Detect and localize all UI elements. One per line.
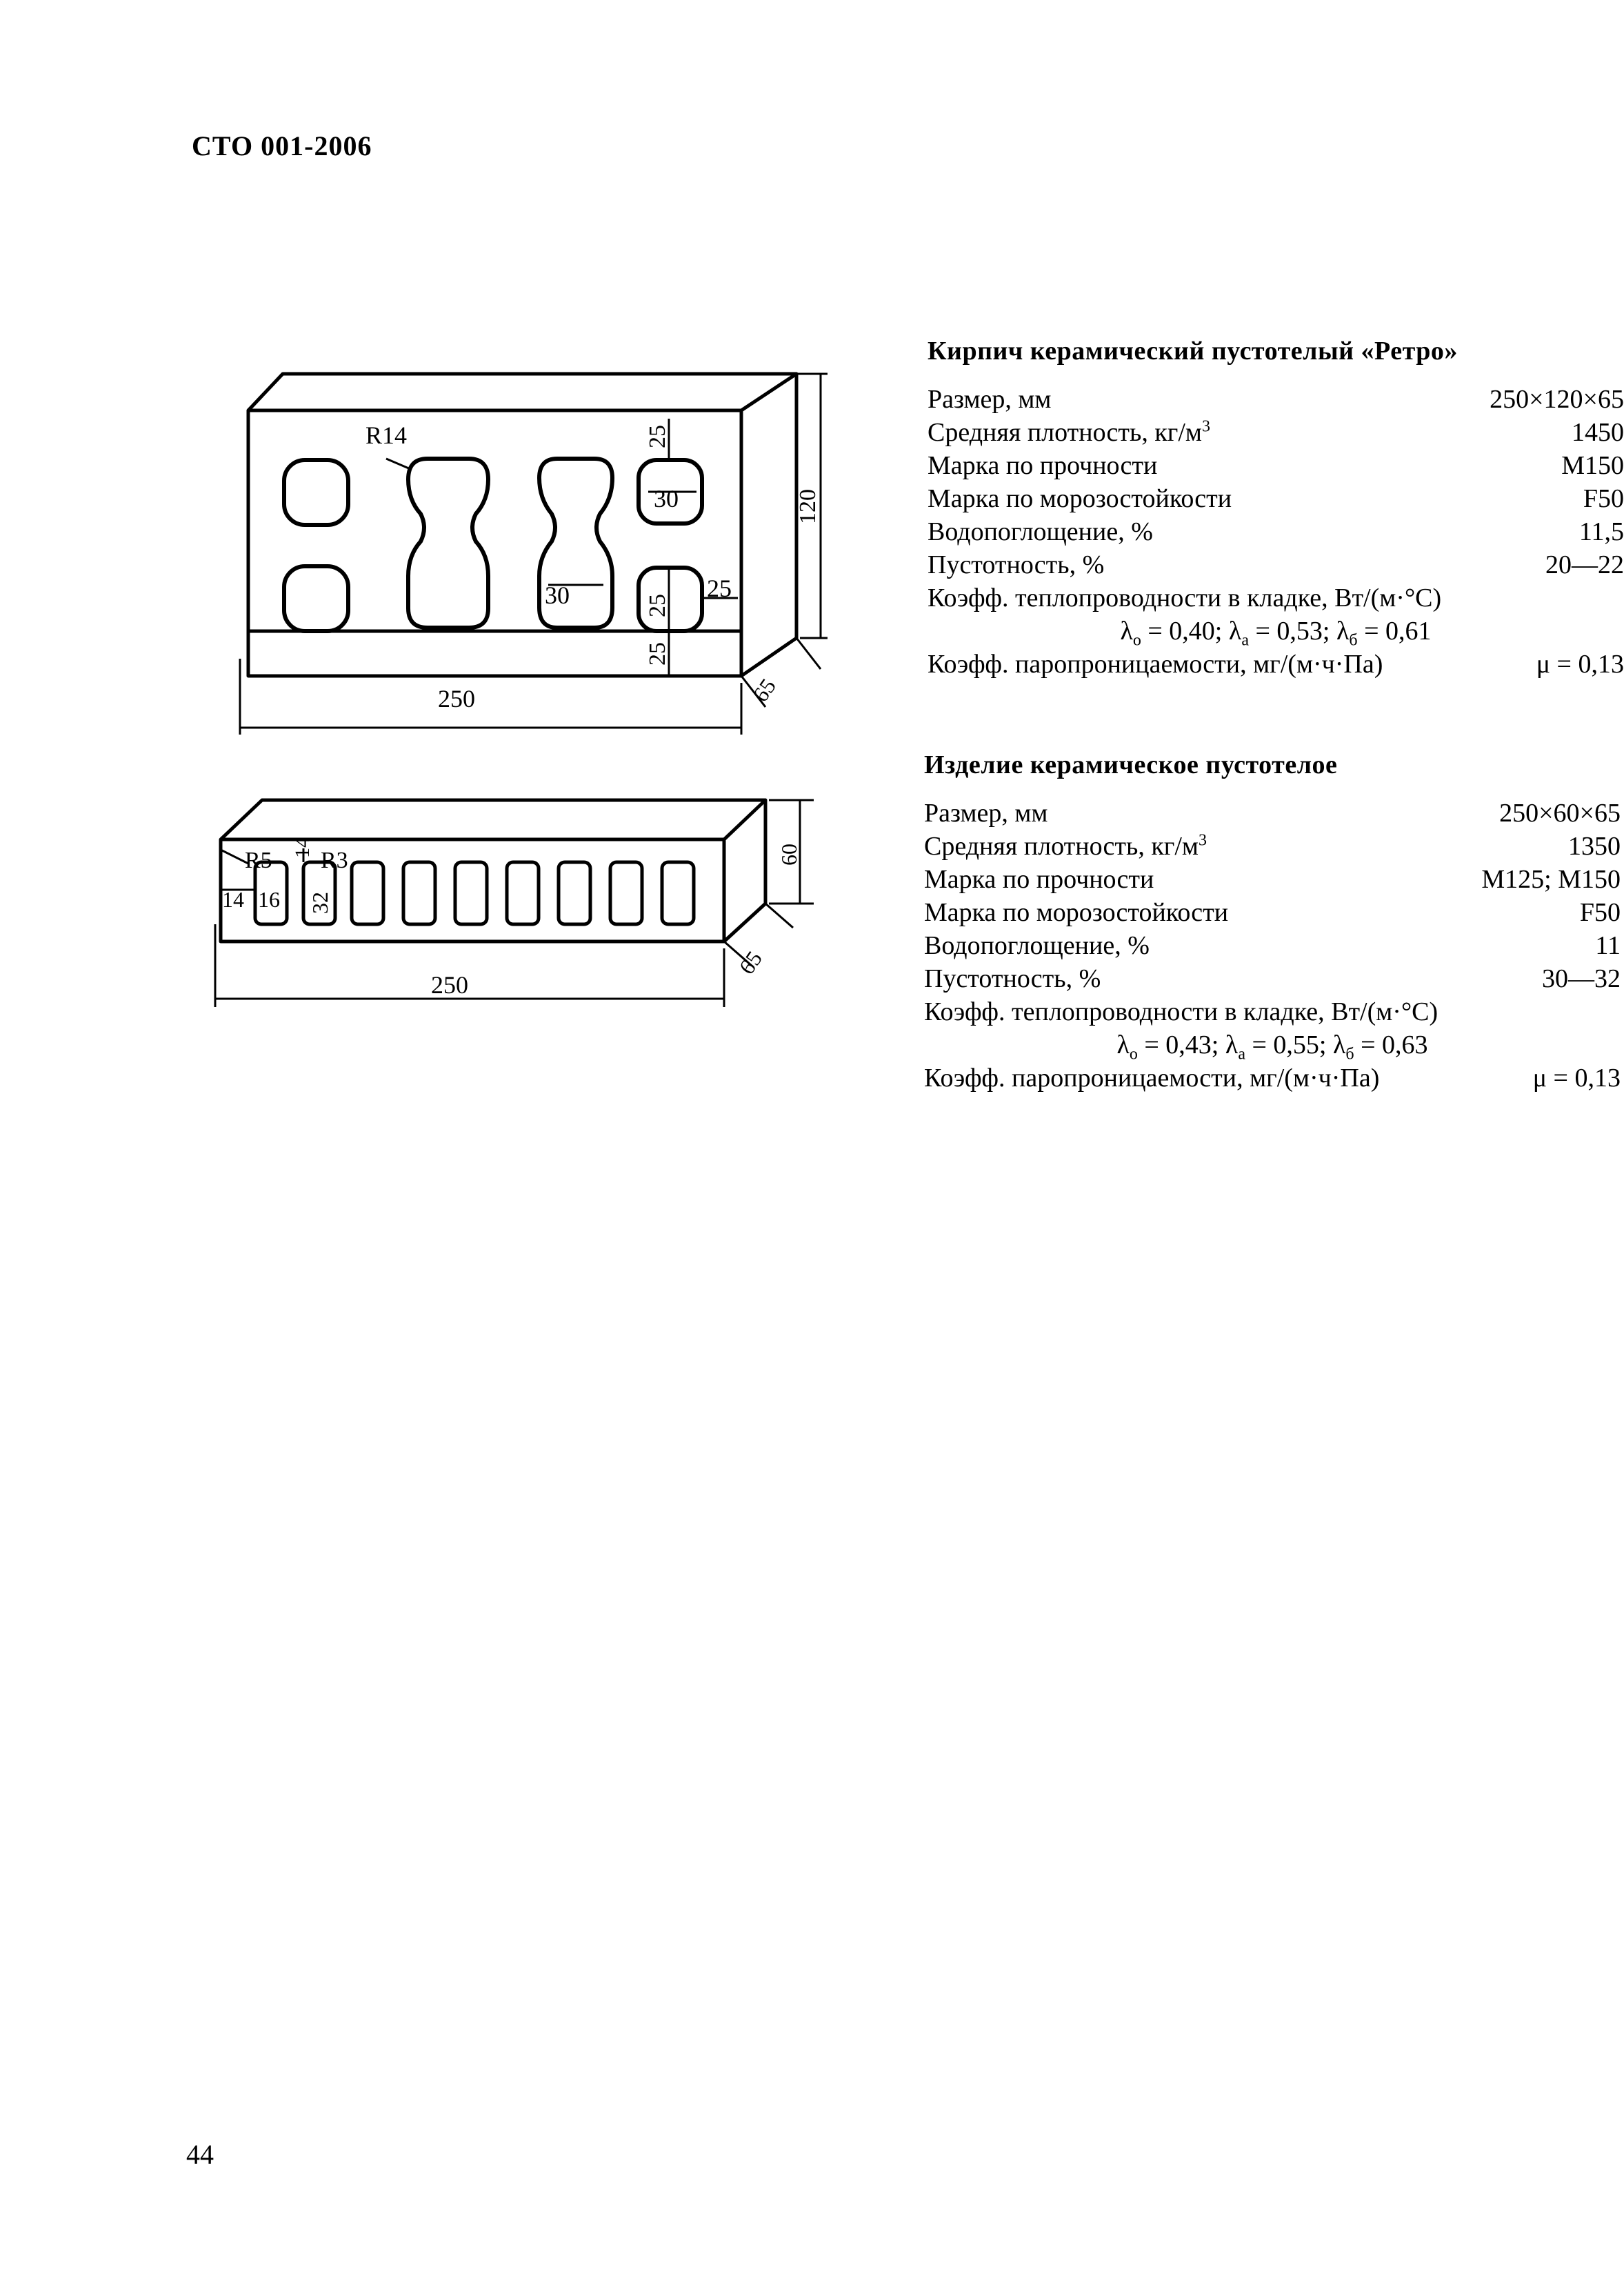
dim-depth-65: 65: [748, 674, 781, 707]
lambda-values: $\lambda_о = 0,43$; $\lambda_а = 0,55$; $\lambda_б = 0,63$: [1116, 1030, 1428, 1064]
spec-row: Марка по морозостойкости F50: [924, 898, 1621, 927]
vapor-row: Коэфф. паропроницаемости, мг/(м·ч·Па) μ = 0,13: [924, 1064, 1621, 1093]
spec-row: Размер, мм 250×60×65: [924, 799, 1621, 828]
document-code: СТО 001-2006: [192, 130, 372, 161]
dim-side-25: 25: [707, 575, 732, 602]
spec-retro: [928, 335, 1624, 681]
spec-row: Водопоглощение, % 11: [924, 931, 1621, 960]
dim-length-250: 250: [438, 685, 475, 712]
spec-row: Марка по прочности М150: [928, 451, 1624, 480]
spec-title: Изделие керамическое пустотелое: [924, 750, 1338, 779]
spec-hollow-product: [924, 748, 1621, 1095]
thermal-label: Коэфф. теплопроводности в кладке, Вт/(м·°С): [928, 584, 1442, 612]
dim-left-14: 14: [222, 887, 244, 912]
hollow-product-drawing: [207, 786, 828, 1014]
page-number: 44: [186, 2139, 214, 2170]
spec-title: Кирпич керамический пустотелый «Ретро»: [928, 337, 1458, 366]
spec-row: Марка по морозостойкости F50: [928, 484, 1624, 513]
brick-retro-drawing: [228, 362, 834, 748]
dim-depth-65: 65: [734, 946, 768, 979]
dim-height-60: 60: [776, 844, 801, 866]
spec-row: Размер, мм 250×120×65: [928, 385, 1624, 414]
spec-row: Средняя плотность, $кг/м^3$ 1350: [924, 831, 1621, 861]
spec-row: Марка по прочности М125; М150: [924, 865, 1621, 894]
dim-radius-r5: R5: [245, 848, 272, 873]
dim-radius-r14: R14: [365, 421, 408, 449]
dim-height-120: 120: [795, 489, 821, 524]
dim-radius-r3: R3: [321, 848, 348, 873]
dim-length-250: 250: [431, 971, 468, 999]
dim-void-height-25: 25: [645, 594, 670, 617]
dim-bottom-25: 25: [645, 642, 670, 666]
dim-void-height-32: 32: [308, 892, 332, 914]
spec-row: Пустотность, % 20—22: [928, 550, 1624, 579]
spec-row: Водопоглощение, % 11,5: [928, 517, 1624, 546]
vapor-row: Коэфф. паропроницаемости, мг/(м·ч·Па) μ = 0,13: [928, 650, 1624, 679]
dim-void-width-30: 30: [654, 485, 679, 512]
dim-top-25: 25: [645, 425, 670, 448]
lambda-values: $\lambda_о = 0,40$; $\lambda_а = 0,53$; $\lambda_б = 0,61$: [1120, 617, 1432, 650]
spec-row: Пустотность, % 30—32: [924, 964, 1621, 993]
dim-void-width-16: 16: [258, 887, 280, 912]
dim-top-14: 14: [291, 837, 314, 858]
thermal-label: Коэфф. теплопроводности в кладке, Вт/(м·°С): [924, 997, 1438, 1026]
dim-mid-width-30: 30: [545, 581, 570, 609]
spec-row: Средняя плотность, $кг/м^3$ 1450: [928, 417, 1624, 447]
